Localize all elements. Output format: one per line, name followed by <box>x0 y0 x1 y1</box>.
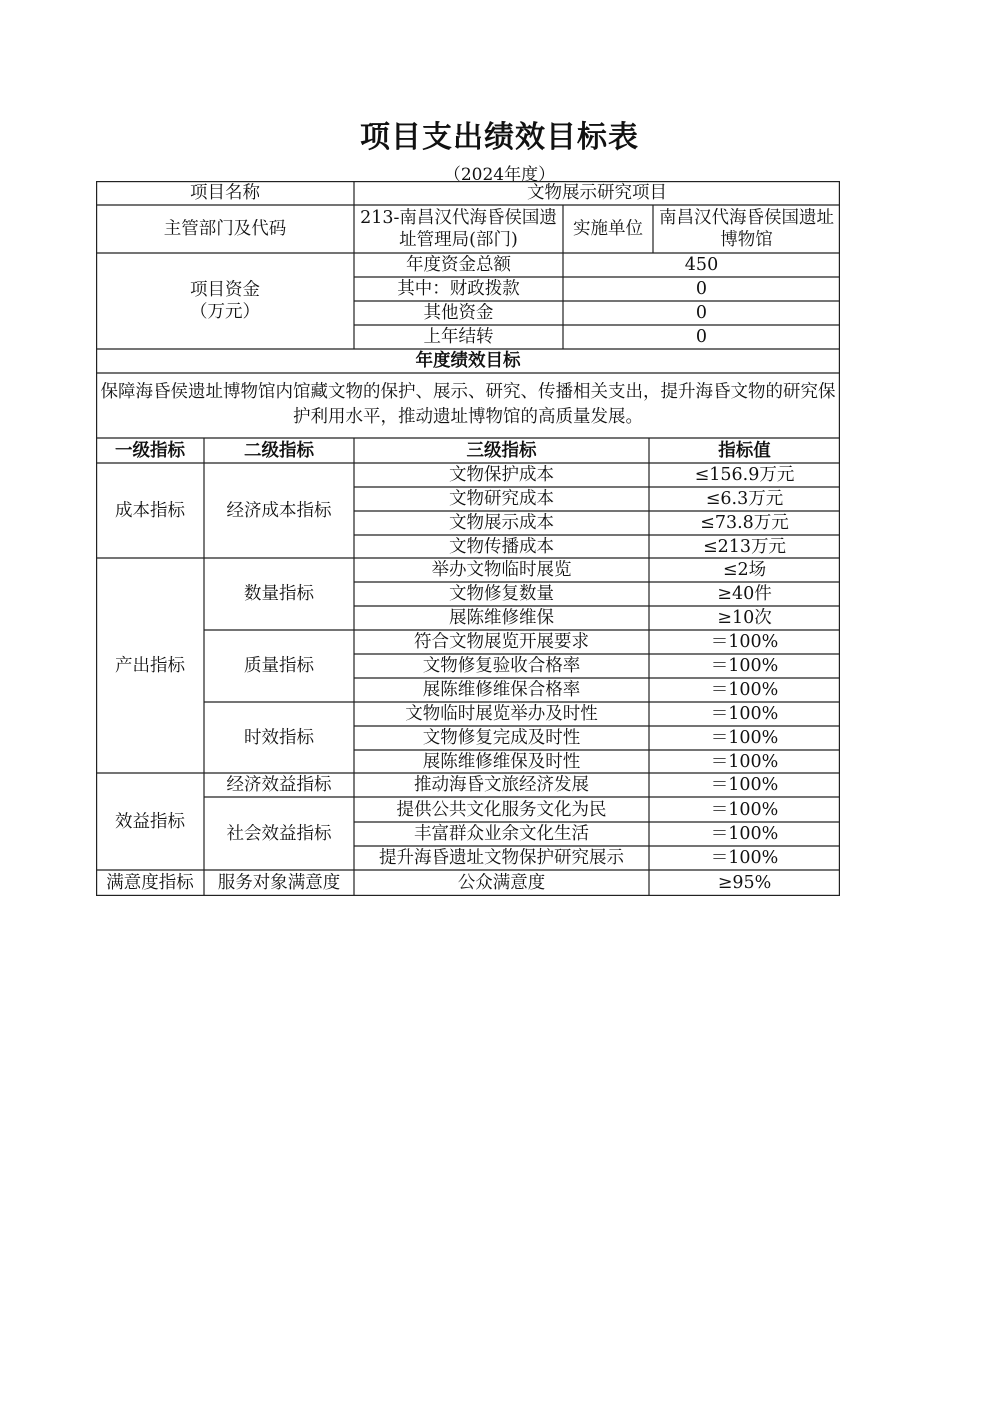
funds-label: 项目资金 <box>190 280 260 300</box>
header-value: 指标值 <box>718 440 771 461</box>
indicator-name: 文物修复完成及时性 <box>422 728 581 748</box>
department-value: 213-南昌汉代海昏侯国遗址管理局(部门) <box>360 208 557 250</box>
level2-service-satisfaction: 服务对象满意度 <box>217 873 341 893</box>
header-level2: 二级指标 <box>244 440 314 461</box>
header-level1: 一级指标 <box>115 440 185 461</box>
indicator-name: 文物展示成本 <box>449 513 554 533</box>
header-level3: 三级指标 <box>466 440 537 461</box>
performance-table <box>96 181 840 896</box>
indicator-value: ＝100% <box>710 799 779 820</box>
indicator-value: ＝100% <box>710 751 779 772</box>
funds-unit: （万元） <box>190 302 260 322</box>
indicator-value: ≥95% <box>717 873 772 893</box>
funds-row-label: 上年结转 <box>423 327 494 347</box>
funds-row-label: 年度资金总额 <box>406 255 511 275</box>
level1-satisfaction: 满意度指标 <box>106 873 194 893</box>
level1-benefit: 效益指标 <box>115 811 185 832</box>
indicator-name: 丰富群众业余文化生活 <box>414 824 589 844</box>
funds-row-value: 0 <box>695 327 708 347</box>
indicator-value: ≤2场 <box>722 560 767 580</box>
level1-output: 产出指标 <box>115 655 185 676</box>
funds-row-value: 0 <box>695 303 708 323</box>
indicator-name: 符合文物展览开展要求 <box>414 632 589 652</box>
indicator-value: ＝100% <box>710 632 779 652</box>
indicator-value: ＝100% <box>710 824 779 844</box>
indicator-name: 文物传播成本 <box>449 536 554 557</box>
page-title: 项目支出绩效目标表 <box>360 120 639 155</box>
indicator-value: ＝100% <box>710 680 779 700</box>
indicator-name: 推动海昏文旅经济发展 <box>414 775 589 795</box>
indicator-name: 举办文物临时展览 <box>431 560 572 580</box>
indicator-name: 文物临时展览举办及时性 <box>405 704 598 724</box>
indicator-value: ＝100% <box>710 848 779 868</box>
indicator-value: ＝100% <box>710 775 779 795</box>
goal-header: 年度绩效目标 <box>415 351 521 371</box>
level2-economic-benefit: 经济效益指标 <box>226 775 332 795</box>
indicator-name: 提供公共文化服务文化为民 <box>396 799 607 820</box>
goal-text: 保障海昏侯遗址博物馆内馆藏文物的保护、展示、研究、传播相关支出，提升海昏文物的研究保护利用水平，推动遗址博物馆的高质量发展。 <box>100 382 836 427</box>
indicator-name: 展陈维修维保合格率 <box>422 680 581 700</box>
impl-unit-label: 实施单位 <box>573 219 643 239</box>
indicator-value: ≥10次 <box>717 608 772 628</box>
funds-row-value: 0 <box>695 279 708 299</box>
level2-social-benefit: 社会效益指标 <box>226 823 332 844</box>
indicator-value: ≤73.8万元 <box>700 513 789 533</box>
indicator-value: ＝100% <box>710 728 779 748</box>
year-subtitle: （2024年度） <box>443 165 556 185</box>
indicator-name: 展陈维修维保及时性 <box>422 751 581 772</box>
indicator-name: 文物研究成本 <box>449 489 554 509</box>
indicator-value: ≤213万元 <box>702 536 787 557</box>
indicator-value: ＝100% <box>710 704 779 724</box>
funds-label-cell <box>96 253 354 349</box>
level1-cost: 成本指标 <box>115 500 185 521</box>
level2-timeliness: 时效指标 <box>244 727 314 748</box>
level2-quality: 质量指标 <box>244 656 314 676</box>
indicator-name: 公众满意度 <box>457 873 546 893</box>
indicator-name: 文物修复验收合格率 <box>422 656 581 676</box>
level2-economic-cost: 经济成本指标 <box>226 500 332 521</box>
indicator-value: ≤156.9万元 <box>694 465 795 485</box>
project-name-value: 文物展示研究项目 <box>527 183 667 203</box>
funds-row-label: 其他资金 <box>423 303 494 323</box>
indicator-name: 提升海昏遗址文物保护研究展示 <box>379 848 624 868</box>
indicator-value: ≥40件 <box>717 584 772 604</box>
project-name-label: 项目名称 <box>190 183 260 203</box>
indicator-value: ＝100% <box>710 656 779 676</box>
indicator-value: ≤6.3万元 <box>705 489 784 509</box>
impl-unit-value: 南昌汉代海昏侯国遗址博物馆 <box>659 208 834 250</box>
funds-row-value: 450 <box>684 255 719 275</box>
funds-row-label: 其中：财政拨款 <box>397 279 520 299</box>
department-label: 主管部门及代码 <box>163 219 287 239</box>
level2-quantity: 数量指标 <box>244 584 314 604</box>
indicator-name: 文物修复数量 <box>449 584 554 604</box>
indicator-name: 展陈维修维保 <box>449 608 554 628</box>
indicator-name: 文物保护成本 <box>449 465 554 485</box>
